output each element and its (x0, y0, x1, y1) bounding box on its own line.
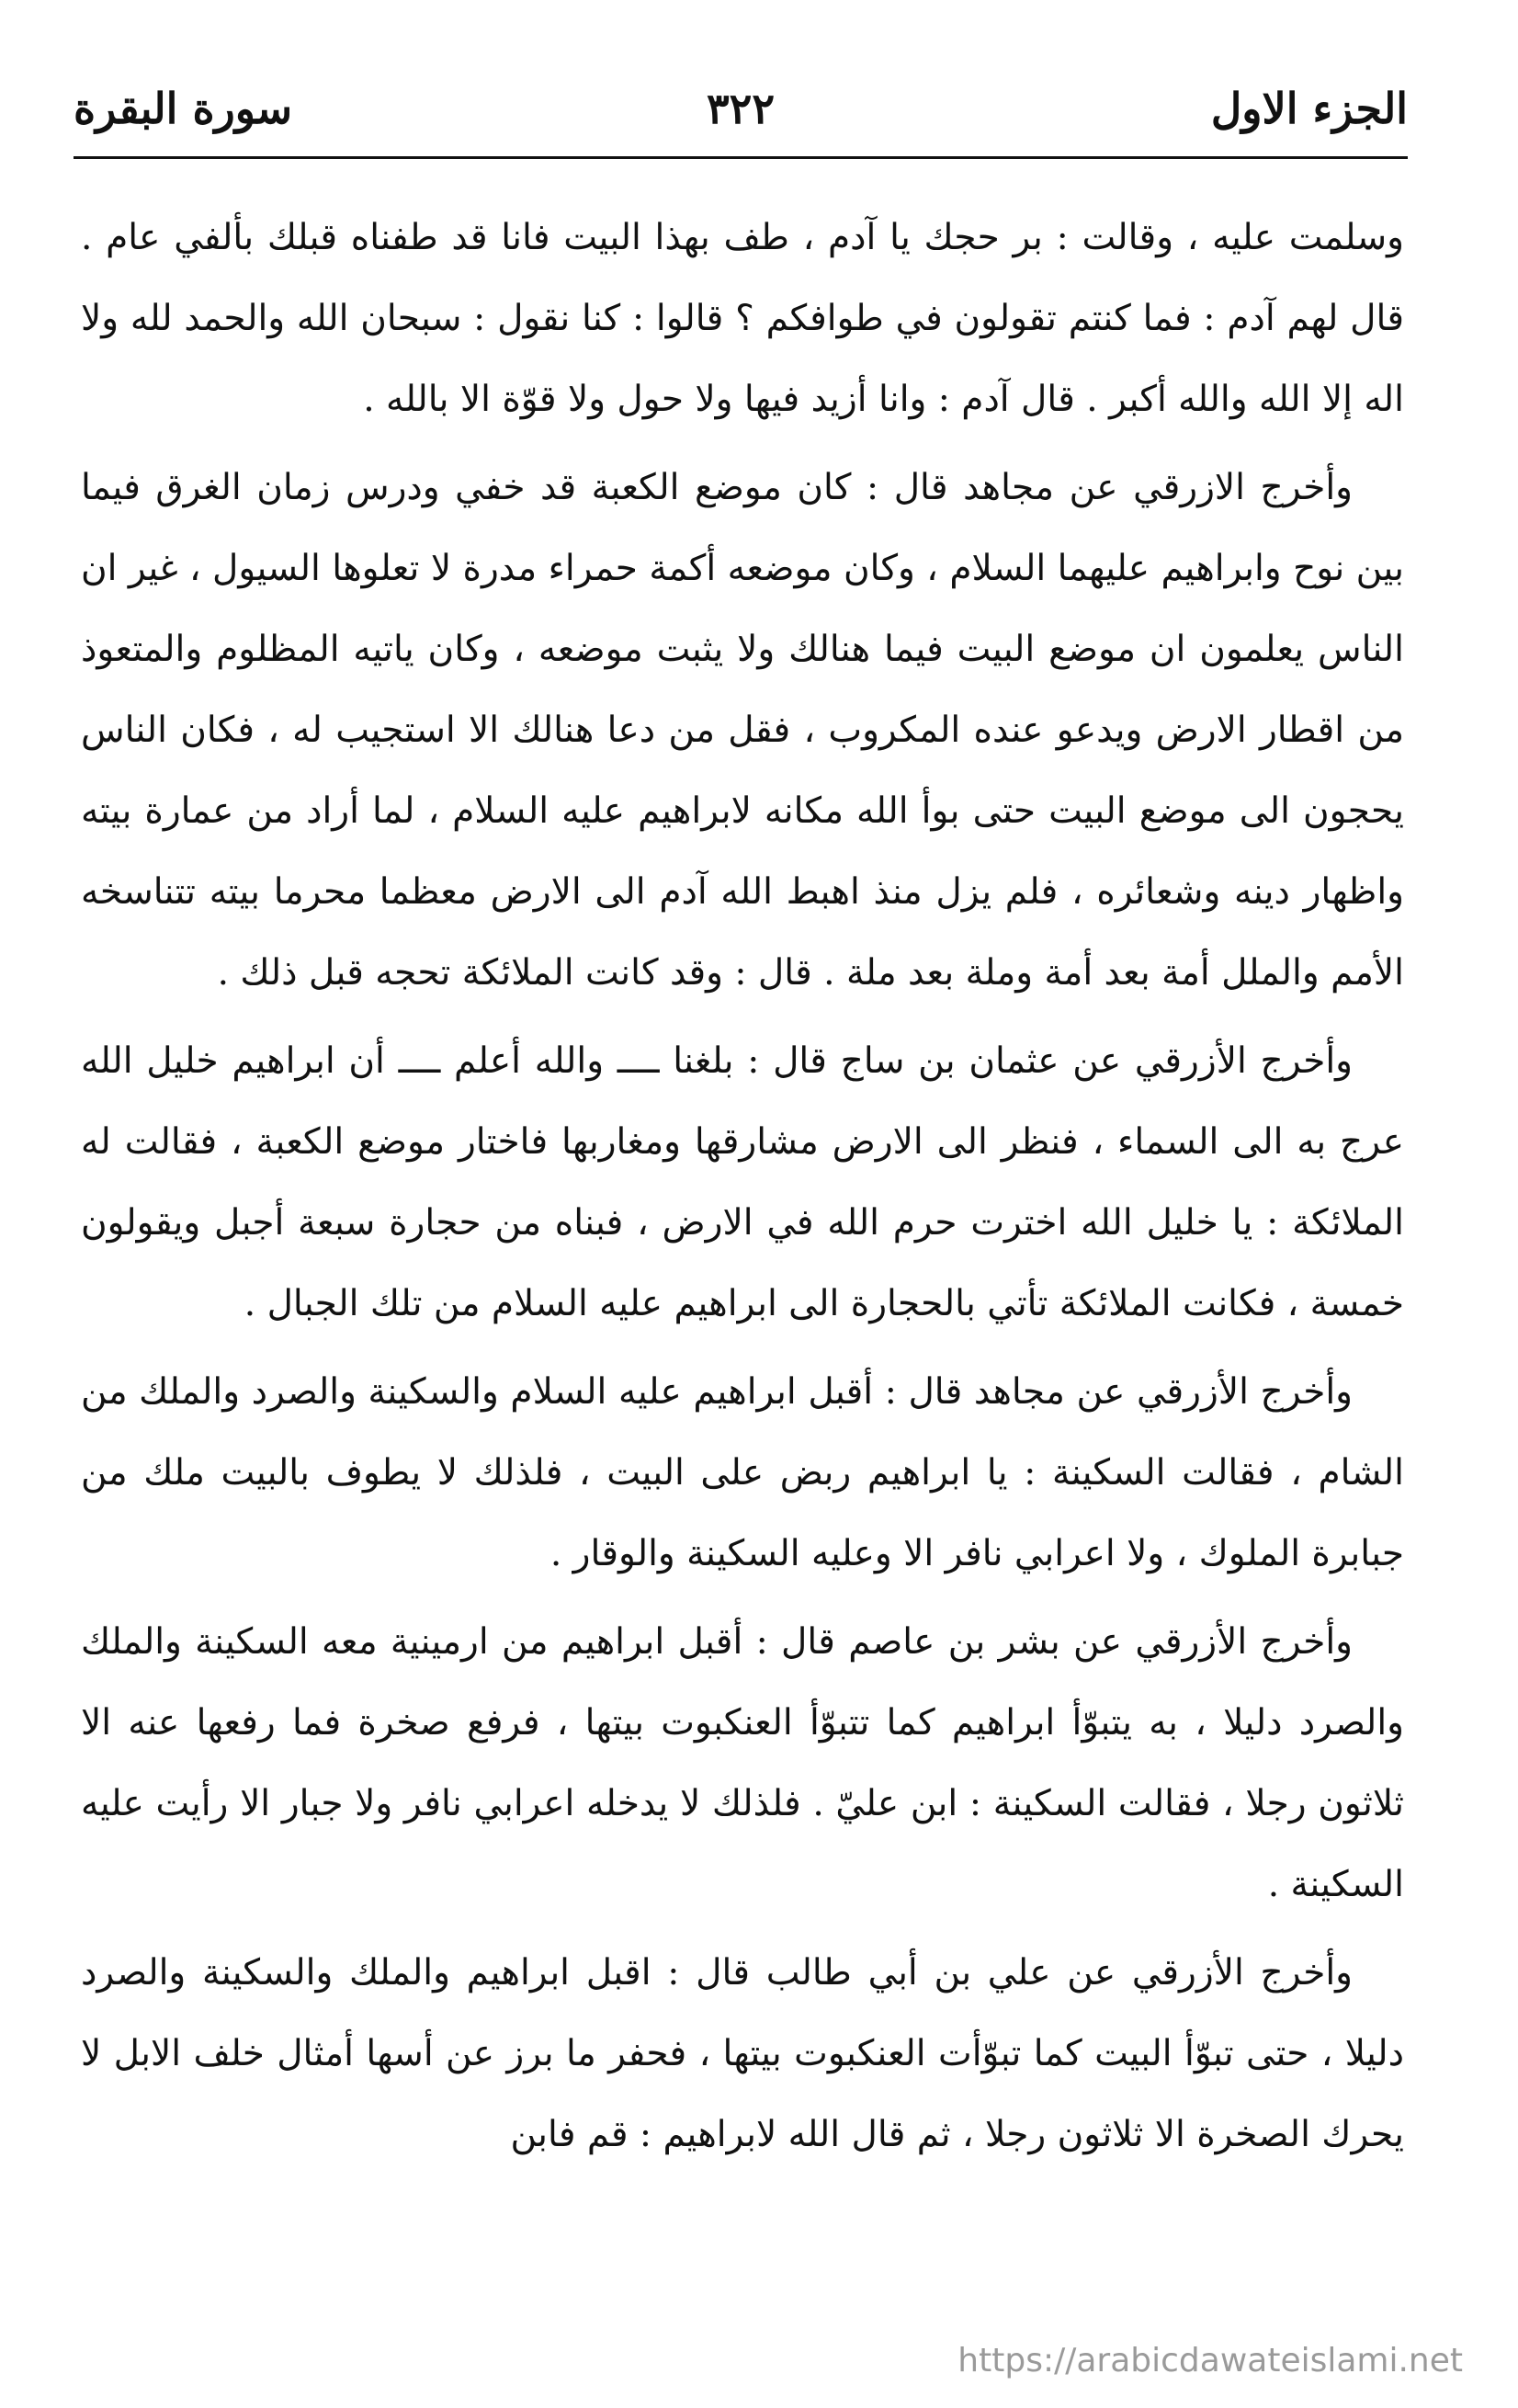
page-number: ٣٢٢ (706, 84, 776, 133)
paragraph: وأخرج الأزرقي عن علي بن أبي طالب قال : اقبل ابراهيم والملك والسكينة والصرد دليلا ، حتى تبوّأ البيت كما تبوّأت العنكبوت بيتها ، فحفر ما برز عن أسها أمثال خلف الابل لا يحرك الصخرة الا ثلاثون رجلا ، ثم قال الله لابراهيم : قم فابن (81, 1952, 1404, 2155)
page-body (81, 198, 1404, 2183)
source-watermark: https://arabicdawateislami.net (957, 2342, 1463, 2380)
paragraph: وأخرج الأزرقي عن بشر بن عاصم قال : أقبل ابراهيم من ارمينية معه السكينة والملك والصرد دليلا ، به يتبوّأ ابراهيم كما تتبوّأ العنكبوت بيتها ، فرفع صخرة فما رفعها عنه الا ثلاثون رجلا ، فقالت السكينة : ابن عليّ . فلذلك لا يدخله اعرابي نافر ولا جبار الا رأيت عليه السكينة . (81, 1621, 1404, 1905)
surah-title: سورة البقرة (74, 84, 293, 133)
paragraph: وأخرج الازرقي عن مجاهد قال : كان موضع الكعبة قد خفي ودرس زمان الغرق فيما بين نوح وابراهيم عليهما السلام ، وكان موضعه أكمة حمراء مدرة لا تعلوها السيول ، غير ان الناس يعلمون ان موضع البيت فيما هنالك ولا يثبت موضعه ، وكان ياتيه المظلوم والمتعوذ من اقطار الارض ويدعو عنده المكروب ، فقل من دعا هنالك الا استجيب له ، فكان الناس يحجون الى موضع البيت حتى بوأ الله مكانه لابراهيم عليه السلام ، لما أراد من عمارة بيته واظهار دينه وشعائره ، فلم يزل منذ اهبط الله آدم الى الارض معظما محرما بيته تتناسخه الأمم والملل أمة بعد أمة وملة بعد ملة . قال : وقد كانت الملائكة تحجه قبل ذلك . (81, 467, 1404, 994)
page-header (74, 72, 1408, 145)
part-title: الجزء الاول (1210, 84, 1408, 133)
paragraph: وأخرج الأزرقي عن عثمان بن ساج قال : بلغنا ــــ والله أعلم ــــ أن ابراهيم خليل الله عرج به الى السماء ، فنظر الى الارض مشارقها ومغاربها فاختار موضع الكعبة ، فقالت له الملائكة : يا خليل الله اخترت حرم الله في الارض ، فبناه من حجارة سبعة أجبل ويقولون خمسة ، فكانت الملائكة تأتي بالحجارة الى ابراهيم عليه السلام من تلك الجبال . (81, 1040, 1404, 1324)
paragraph: وأخرج الأزرقي عن مجاهد قال : أقبل ابراهيم عليه السلام والسكينة والصرد والملك من الشام ، فقالت السكينة : يا ابراهيم ربض على البيت ، فلذلك لا يطوف بالبيت ملك من جبابرة الملوك ، ولا اعرابي نافر الا وعليه السكينة والوقار . (81, 1371, 1404, 1574)
paragraph: وسلمت عليه ، وقالت : بر حجك يا آدم ، طف بهذا البيت فانا قد طفناه قبلك بألفي عام . قال لهم آدم : فما كنتم تقولون في طوافكم ؟ قالوا : كنا نقول : سبحان الله والحمد لله ولا اله إلا الله والله أكبر . قال آدم : وانا أزيد فيها ولا حول ولا قوّة الا بالله . (81, 217, 1404, 420)
header-divider (74, 156, 1408, 159)
